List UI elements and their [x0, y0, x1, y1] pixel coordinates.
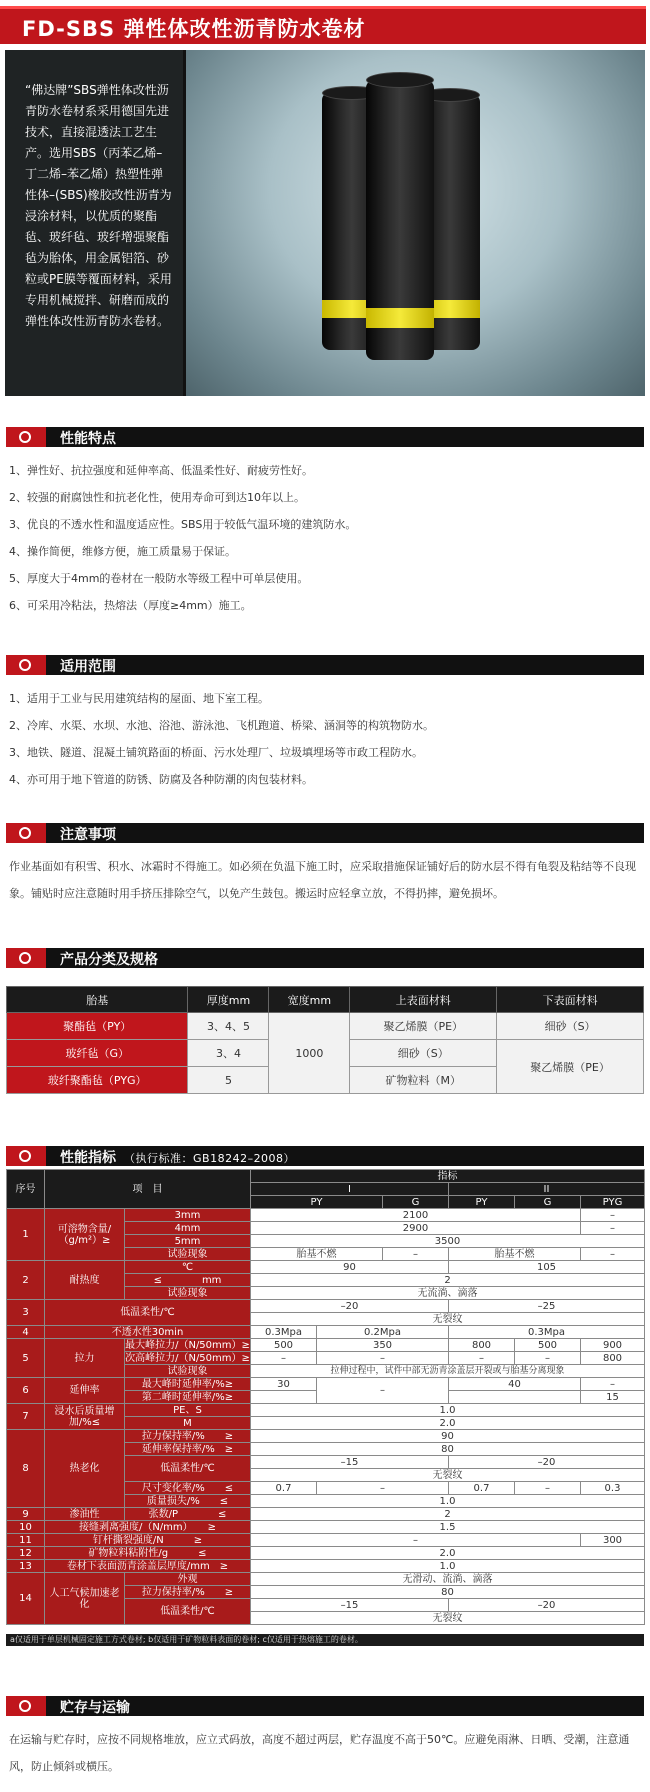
performance-note: a仅适用于单层机械固定施工方式卷材; b仅适用于矿物粒料表面的卷材; c仅适用于热熔施工的卷材。: [6, 1634, 644, 1646]
list-item: 6、可采用冷粘法，热熔法（厚度≥4mm）施工。: [9, 599, 252, 612]
value-cell: 300: [581, 1534, 645, 1547]
value-cell: 500: [515, 1339, 581, 1352]
section-performance: [6, 1146, 644, 1166]
row-sub: 张数/P ≤: [125, 1508, 251, 1521]
products-heading: 产品分类及规格: [60, 952, 158, 968]
performance-heading: [60, 1147, 295, 1167]
row-sub: 尺寸变化率/% ≤: [125, 1482, 251, 1495]
header-index: 指标: [251, 1170, 645, 1183]
row-no: 3: [7, 1300, 45, 1326]
value-cell: 无裂纹: [251, 1469, 645, 1482]
performance-title: 性能指标: [60, 1150, 116, 1166]
list-item: 2、较强的耐腐蚀性和抗老化性，使用寿命可到达10年以上。: [9, 491, 305, 504]
header-II: II: [449, 1183, 645, 1196]
features-heading: 性能特点: [60, 431, 116, 447]
row-no: 12: [7, 1547, 45, 1560]
row-name: 不透水性30min: [45, 1326, 251, 1339]
value-cell: 无裂纹: [251, 1313, 645, 1326]
value-cell: 0.7: [449, 1482, 515, 1495]
list-item: 3、地铁、隧道、混凝土铺筑路面的桥面、污水处理厂、垃圾填埋场等市政工程防水。: [9, 746, 423, 759]
value-cell: –: [581, 1378, 645, 1391]
value-cell: –15: [251, 1599, 449, 1612]
row-no: 14: [7, 1573, 45, 1625]
header-PY: PY: [251, 1196, 383, 1209]
row-sub: 试验现象: [125, 1287, 251, 1300]
section-products: [6, 948, 644, 968]
circle-icon: [6, 948, 46, 968]
roll-center-cap: [366, 72, 434, 88]
value-cell: 500: [251, 1339, 317, 1352]
value-cell: –: [515, 1352, 581, 1365]
row-name: 延伸率: [45, 1378, 125, 1404]
intro-panel: [5, 50, 645, 396]
value-cell: 无滑动、流淌、滴落: [251, 1573, 645, 1586]
row-name: 人工气候加速老化: [45, 1573, 125, 1625]
row-no: 10: [7, 1521, 45, 1534]
performance-standard: （执行标准：GB18242–2008）: [124, 1152, 296, 1165]
list-item: 2、冷库、水渠、水坝、水池、浴池、游泳池、飞机跑道、桥梁、涵洞等的构筑物防水。: [9, 719, 434, 732]
row-bottom: 细砂（S）: [497, 1013, 644, 1040]
row-sub: 试验现象: [125, 1248, 251, 1261]
value-cell: 0.7: [251, 1482, 317, 1495]
product-photo: [183, 50, 645, 396]
width-cell: 1000: [269, 1013, 350, 1094]
value-cell: 1.0: [251, 1495, 645, 1508]
value-cell: 800: [449, 1339, 515, 1352]
row-no: 11: [7, 1534, 45, 1547]
row-thickness: 3、4、5: [188, 1013, 269, 1040]
list-item: 4、亦可用于地下管道的防锈、防腐及各种防潮的肉包装材料。: [9, 773, 313, 786]
row-sub: 最大峰时延伸率/%≥: [125, 1378, 251, 1391]
value-cell: 无裂纹: [251, 1612, 645, 1625]
performance-table: [6, 1169, 645, 1625]
value-cell: 30: [251, 1378, 317, 1391]
section-features: [6, 427, 644, 447]
row-sub: 质量损失/% ≤: [125, 1495, 251, 1508]
notice-heading: 注意事项: [60, 827, 116, 843]
header-G: G: [515, 1196, 581, 1209]
title-banner: [0, 6, 646, 44]
row-sub: ≤ mm: [125, 1274, 251, 1287]
bottom-merged: 聚乙烯膜（PE）: [497, 1040, 644, 1094]
header-PY: PY: [449, 1196, 515, 1209]
value-cell: –25: [449, 1300, 645, 1313]
value-cell: 3500: [251, 1235, 645, 1248]
storage-heading: 贮存与运输: [60, 1700, 130, 1716]
row-name: 渗油性: [45, 1508, 125, 1521]
value-cell: –20: [449, 1456, 645, 1469]
value-cell: –: [581, 1209, 645, 1222]
value-cell: [449, 1391, 581, 1404]
col-header: 下表面材料: [497, 987, 644, 1013]
table-header-row: [7, 987, 644, 1013]
value-cell: –: [317, 1378, 449, 1404]
value-cell: –20: [449, 1599, 645, 1612]
list-item: 1、适用于工业与民用建筑结构的屋面、地下室工程。: [9, 692, 269, 705]
page-title: FD-SBS 弹性体改性沥青防水卷材: [22, 17, 366, 41]
row-sub: 第二峰时延伸率/%≥: [125, 1391, 251, 1404]
value-cell: 2.0: [251, 1547, 645, 1560]
row-no: 5: [7, 1339, 45, 1378]
value-cell: 无流淌、滴落: [251, 1287, 645, 1300]
header-no: 序号: [7, 1170, 45, 1209]
row-sub: M: [125, 1417, 251, 1430]
header-I: I: [251, 1183, 449, 1196]
row-no: 1: [7, 1209, 45, 1261]
value-cell: 80: [251, 1443, 645, 1456]
list-item: 3、优良的不透水性和温度适应性。SBS用于较低气温环境的建筑防水。: [9, 518, 357, 531]
row-sub: ℃: [125, 1261, 251, 1274]
row-sub: 3mm: [125, 1209, 251, 1222]
features-list: [9, 457, 639, 619]
row-base: 玻纤毡（G）: [7, 1040, 188, 1067]
circle-icon: [6, 1696, 46, 1716]
value-cell: 0.3Mpa: [251, 1326, 317, 1339]
scope-list: [9, 685, 639, 793]
section-scope: [6, 655, 644, 675]
row-name: 拉力: [45, 1339, 125, 1378]
value-cell: 350: [317, 1339, 449, 1352]
row-name: 接缝剥离强度/（N/mm） ≥: [45, 1521, 251, 1534]
row-no: 13: [7, 1560, 45, 1573]
value-cell: –: [317, 1352, 449, 1365]
storage-text: 在运输与贮存时，应按不同规格堆放，应立式码放，高度不超过两层，贮存温度不高于50℃。应避免雨淋、日晒、受潮，注意通风，防止倾斜或横压。: [9, 1733, 630, 1773]
value-cell: 105: [449, 1261, 645, 1274]
header-item: 项 目: [45, 1170, 251, 1209]
list-item: 5、厚度大于4mm的卷材在一般防水等级工程中可单层使用。: [9, 572, 309, 585]
value-cell: 40: [449, 1378, 581, 1391]
value-cell: [251, 1391, 317, 1404]
value-cell: –15: [251, 1456, 449, 1469]
col-header: 上表面材料: [350, 987, 497, 1013]
row-thickness: 5: [188, 1067, 269, 1094]
row-no: 7: [7, 1404, 45, 1430]
value-cell: –: [251, 1352, 317, 1365]
row-sub: 低温柔性/℃: [125, 1456, 251, 1482]
row-sub: 最大峰拉力/（N/50mm）≥: [125, 1339, 250, 1351]
value-cell: 90: [251, 1261, 449, 1274]
value-cell: –: [581, 1222, 645, 1235]
row-sub: 4mm: [125, 1222, 251, 1235]
row-sub: 拉力保持率/% ≥: [125, 1430, 251, 1443]
circle-icon: [6, 655, 46, 675]
value-cell: 胎基不燃: [251, 1248, 383, 1261]
row-no: 4: [7, 1326, 45, 1339]
row-top: 矿物粒料（M）: [350, 1067, 497, 1094]
value-cell: 1.5: [251, 1521, 645, 1534]
section-notice: [6, 823, 644, 843]
row-base: 聚酯毡（PY）: [7, 1013, 188, 1040]
col-header: 胎基: [7, 987, 188, 1013]
row-name: 热老化: [45, 1430, 125, 1508]
circle-icon: [6, 823, 46, 843]
value-cell: 0.3Mpa: [449, 1326, 645, 1339]
header-PYG: PYG: [581, 1196, 645, 1209]
value-cell: 2100: [251, 1209, 581, 1222]
value-cell: –20: [251, 1300, 449, 1313]
col-header: 宽度mm: [269, 987, 350, 1013]
row-name: 矿物粒料粘附性/g ≤: [45, 1547, 251, 1560]
section-storage: [6, 1696, 644, 1716]
value-cell: 90: [251, 1430, 645, 1443]
product-table: [6, 986, 644, 1094]
row-top: 细砂（S）: [350, 1040, 497, 1067]
value-cell: 2900: [251, 1222, 581, 1235]
scope-heading: 适用范围: [60, 659, 116, 675]
value-cell: 900: [581, 1339, 645, 1352]
row-name: 卷材下表面沥青涂盖层厚度/mm ≥: [45, 1560, 251, 1573]
row-sub: 拉力保持率/% ≥: [125, 1586, 251, 1599]
value-cell: 80: [251, 1586, 645, 1599]
row-sub: 5mm: [125, 1235, 251, 1248]
row-top: 聚乙烯膜（PE）: [350, 1013, 497, 1040]
row-sub: 外观: [125, 1573, 251, 1586]
value-cell: 胎基不燃: [449, 1248, 581, 1261]
row-sub: PE、S: [125, 1404, 251, 1417]
row-no: 6: [7, 1378, 45, 1404]
intro-text: “佛达牌”SBS弹性体改性沥青防水卷材系采用德国先进技术，直接混透法工艺生产。选用SBS（丙苯乙烯–丁二烯–苯乙烯）热塑性弹性体–(SBS)橡胶改性沥青为浸涂材料，以优质的聚酯毡、玻纤毡、玻纤增强聚酯毡为胎体，用金属铝箔、砂粒或PE膜等覆面材料，采用专用机械搅拌、研磨而成的弹性体改性沥青防水卷材。: [25, 83, 172, 328]
row-no: 8: [7, 1430, 45, 1508]
value-cell: –: [317, 1482, 449, 1495]
row-name: 浸水后质量增加/%≤: [45, 1404, 125, 1430]
list-item: 4、操作简便，维修方便，施工质量易于保证。: [9, 545, 236, 558]
row-no: 9: [7, 1508, 45, 1521]
table-row: [7, 1013, 644, 1040]
value-cell: 2.0: [251, 1417, 645, 1430]
row-sub: 低温柔性/℃: [125, 1599, 251, 1625]
header-G: G: [383, 1196, 449, 1209]
row-sub: 次高峰拉力/（N/50mm）≥: [125, 1352, 250, 1364]
value-cell: –: [383, 1248, 449, 1261]
value-cell: 2: [251, 1274, 645, 1287]
value-cell: 1.0: [251, 1560, 645, 1573]
value-cell: –: [581, 1248, 645, 1261]
row-thickness: 3、4: [188, 1040, 269, 1067]
value-cell: –: [251, 1534, 581, 1547]
row-base: 玻纤聚酯毡（PYG）: [7, 1067, 188, 1094]
roll-center-band: [366, 308, 434, 328]
row-name: 钉杆撕裂强度/N ≥: [45, 1534, 251, 1547]
row-name: 耐热度: [45, 1261, 125, 1300]
value-cell: 0.3: [581, 1482, 645, 1495]
circle-icon: [6, 1146, 46, 1166]
row-sub: 延伸率保持率/% ≥: [125, 1443, 251, 1456]
value-cell: 2: [251, 1508, 645, 1521]
value-cell: 拉伸过程中，试件中部无沥青涂盖层开裂或与胎基分离现象: [251, 1365, 645, 1378]
value-cell: –: [449, 1352, 515, 1365]
col-header: 厚度mm: [188, 987, 269, 1013]
list-item: 1、弹性好、抗拉强度和延伸率高、低温柔性好、耐疲劳性好。: [9, 464, 313, 477]
value-cell: 800: [581, 1352, 645, 1365]
notice-text: 作业基面如有积雪、积水、冰霜时不得施工。如必须在负温下施工时，应采取措施保证铺好后的防水层不得有龟裂及粘结等不良现象。铺贴时应注意随时用手挤压排除空气，以免产生鼓包。搬运时应轻拿立放，不得扔摔，避免损坏。: [9, 860, 636, 900]
circle-icon: [6, 427, 46, 447]
value-cell: 1.0: [251, 1404, 645, 1417]
value-cell: 15: [581, 1391, 645, 1404]
row-no: 2: [7, 1261, 45, 1300]
value-cell: –: [515, 1482, 581, 1495]
row-name: 低温柔性/℃: [45, 1300, 251, 1326]
value-cell: 0.2Mpa: [317, 1326, 449, 1339]
row-sub: 试验现象: [125, 1365, 251, 1378]
row-name: 可溶物含量/（g/m²）≥: [45, 1209, 125, 1261]
